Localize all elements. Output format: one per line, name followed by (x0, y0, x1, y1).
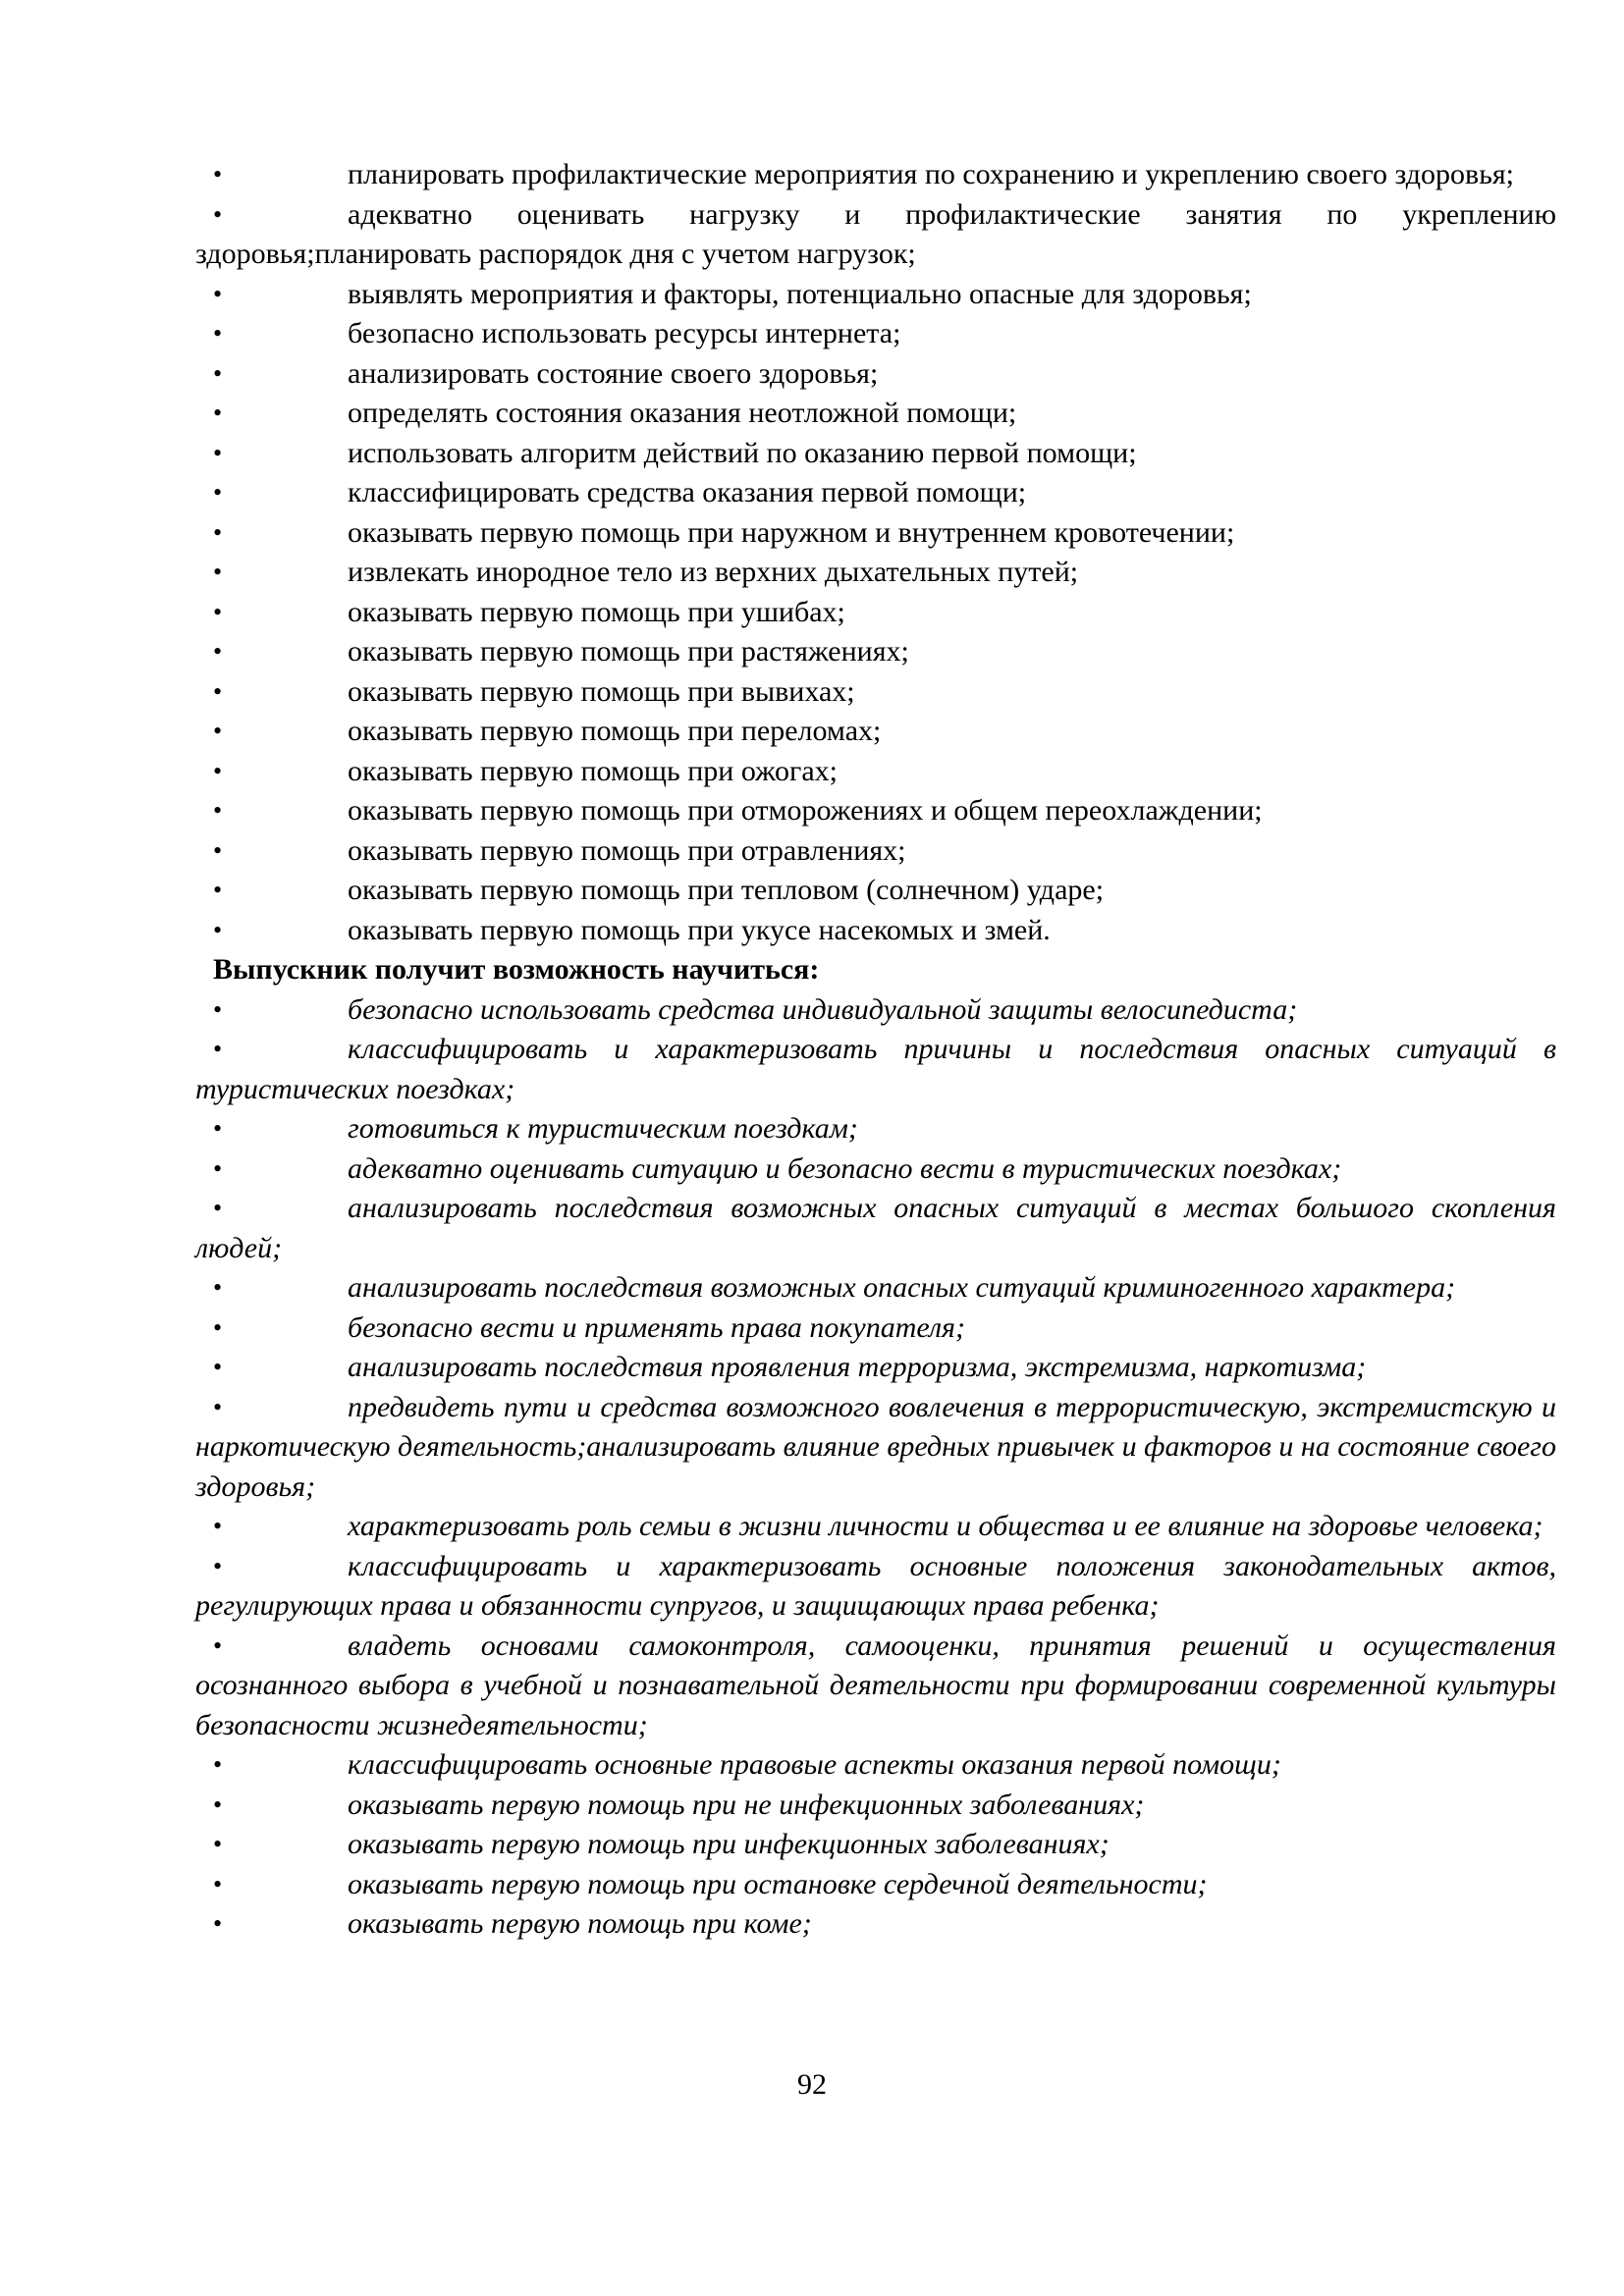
list-item-text: адекватно оценивать нагрузку и профилактические занятия по укреплению здоровья;планировать распорядок дня с учетом нагрузок; (195, 197, 1556, 270)
bullet-icon: • (213, 358, 223, 388)
list-item-text: владеть основами самоконтроля, самооценки, принятия решений и осуществления осознанного выбора в учебной и познавательной деятельности при формировании современной культуры безопасности жизнедеятельности; (195, 1629, 1556, 1741)
list-item (195, 553, 1556, 593)
bullet-icon: • (213, 637, 223, 666)
list-item (195, 1348, 1556, 1388)
list-item (195, 752, 1556, 792)
list-item (195, 871, 1556, 911)
basic-skills-list (195, 155, 1556, 950)
list-item-text: оказывать первую помощь при ушибах; (348, 595, 845, 628)
bullet-icon: • (213, 1830, 223, 1858)
list-item (195, 1904, 1556, 1945)
section-heading: Выпускник получит возможность научиться: (213, 953, 820, 986)
list-item-text: классифицировать и характеризовать основные положения законодательных актов, регулирующих права и обязанности супругов, и защищающих права ребенка; (195, 1549, 1556, 1622)
list-item-text: анализировать последствия возможных опасных ситуаций в местах большого скопления людей; (195, 1192, 1556, 1264)
list-item (195, 434, 1556, 474)
bullet-icon: • (213, 438, 223, 467)
list-item-text: оказывать первую помощь при инфекционных заболеваниях; (348, 1828, 1110, 1860)
list-item (195, 1388, 1556, 1508)
list-item-text: использовать алгоритм действий по оказанию первой помощи; (348, 436, 1137, 469)
list-item-text: оказывать первую помощь при укусе насекомых и змей. (348, 913, 1051, 946)
bullet-icon: • (213, 279, 223, 308)
list-item-text: предвидеть пути и средства возможного вовлечения в террористическую, экстремистскую и наркотическую деятельность;анализировать влияние вредных привычек и факторов и на состояние своего здоровья; (195, 1390, 1556, 1503)
list-item-text: анализировать последствия возможных опасных ситуаций криминогенного характера; (348, 1271, 1456, 1304)
list-item (195, 1308, 1556, 1349)
bullet-icon: • (213, 399, 223, 427)
bullet-icon: • (213, 1551, 223, 1580)
list-item-text: оказывать первую помощь при тепловом (солнечном) ударе; (348, 874, 1105, 906)
list-item-text: оказывать первую помощь при отморожениях и общем переохлаждении; (348, 794, 1263, 827)
list-item-text: оказывать первую помощь при отравлениях; (348, 833, 906, 867)
list-item-text: анализировать состояние своего здоровья; (348, 356, 879, 390)
list-item (195, 1109, 1556, 1149)
bullet-icon: • (213, 876, 223, 904)
list-item (195, 195, 1556, 275)
bullet-icon: • (213, 1512, 223, 1540)
bullet-icon: • (213, 1312, 223, 1342)
list-item-text: оказывать первую помощь при не инфекционных заболеваниях; (348, 1788, 1145, 1821)
list-item-text: адекватно оценивать ситуацию и безопасно вести в туристических поездках; (348, 1151, 1342, 1185)
list-item-text: оказывать первую помощь при вывихах; (348, 674, 855, 708)
bullet-icon: • (213, 796, 223, 825)
list-item (195, 831, 1556, 872)
list-item (195, 473, 1556, 513)
list-item-text: выявлять мероприятия и факторы, потенциально опасные для здоровья; (348, 277, 1252, 310)
list-item (195, 1627, 1556, 1746)
list-item-text: безопасно использовать средства индивидуальной защиты велосипедиста; (348, 992, 1298, 1026)
extended-skills-list (195, 990, 1556, 1945)
list-item (195, 1825, 1556, 1865)
bullet-icon: • (213, 756, 223, 785)
list-item (195, 1030, 1556, 1109)
list-item-text: оказывать первую помощь при растяжениях; (348, 635, 909, 667)
bullet-icon: • (213, 478, 223, 507)
bullet-icon: • (213, 1273, 223, 1302)
list-item (195, 791, 1556, 831)
list-item-text: готовиться к туристическим поездкам; (348, 1112, 858, 1145)
bullet-icon: • (213, 1153, 223, 1183)
list-item-text: характеризовать роль семьи в жизни личности и общества и ее влияние на здоровье человека; (348, 1510, 1543, 1542)
list-item (195, 275, 1556, 315)
bullet-icon: • (213, 1909, 223, 1938)
list-item (195, 911, 1556, 951)
bullet-icon: • (213, 1392, 223, 1421)
list-item-text: извлекать инородное тело из верхних дыхательных путей; (348, 556, 1079, 588)
list-item-text: анализировать последствия проявления терроризма, экстремизма, наркотизма; (348, 1351, 1367, 1383)
list-item (195, 632, 1556, 672)
list-item (195, 1865, 1556, 1905)
bullet-icon: • (213, 160, 223, 188)
list-item (195, 354, 1556, 395)
bullet-icon: • (213, 717, 223, 745)
bullet-icon: • (213, 558, 223, 586)
page-number: 92 (797, 2068, 827, 2101)
list-item-text: безопасно вести и применять права покупателя; (348, 1310, 965, 1344)
bullet-icon: • (213, 1035, 223, 1063)
bullet-icon: • (213, 597, 223, 626)
bullet-icon: • (213, 915, 223, 944)
bullet-icon: • (213, 1630, 223, 1660)
list-item (195, 672, 1556, 713)
bullet-icon: • (213, 319, 223, 347)
list-item (195, 394, 1556, 434)
bullet-icon: • (213, 517, 223, 547)
list-item (195, 593, 1556, 633)
bullet-icon: • (213, 1194, 223, 1222)
bullet-icon: • (213, 1789, 223, 1819)
list-item-text: оказывать первую помощь при остановке сердечной деятельности; (348, 1867, 1208, 1900)
list-item (195, 513, 1556, 554)
list-item (195, 712, 1556, 752)
bullet-icon: • (213, 1114, 223, 1143)
bullet-icon: • (213, 994, 223, 1024)
list-item (195, 1189, 1556, 1268)
list-item-text: классифицировать средства оказания первой помощи; (348, 476, 1027, 508)
list-item-text: планировать профилактические мероприятия по сохранению и укреплению своего здоровья; (348, 158, 1515, 190)
list-item (195, 990, 1556, 1031)
list-item-text: определять состояния оказания неотложной помощи; (348, 397, 1017, 429)
list-item-text: оказывать первую помощь при ожогах; (348, 754, 839, 787)
list-item-text: классифицировать и характеризовать причины и последствия опасных ситуаций в туристических поездках; (195, 1033, 1556, 1105)
list-item-text: безопасно использовать ресурсы интернета; (348, 317, 901, 349)
list-item (195, 1268, 1556, 1308)
list-item (195, 1786, 1556, 1826)
list-item (195, 1149, 1556, 1190)
bullet-icon: • (213, 1353, 223, 1381)
list-item (195, 1507, 1556, 1547)
list-item-text: оказывать первую помощь при наружном и внутреннем кровотечении; (348, 515, 1235, 549)
bullet-icon: • (213, 676, 223, 706)
list-item-text: оказывать первую помощь при коме; (348, 1907, 812, 1940)
list-item (195, 155, 1556, 195)
document-body (195, 155, 1556, 1945)
bullet-icon: • (213, 835, 223, 865)
list-item (195, 1745, 1556, 1786)
list-item-text: оказывать первую помощь при переломах; (348, 715, 882, 747)
list-item (195, 314, 1556, 354)
list-item-text: классифицировать основные правовые аспекты оказания первой помощи; (348, 1748, 1281, 1781)
bullet-icon: • (213, 1869, 223, 1898)
bullet-icon: • (213, 1750, 223, 1779)
bullet-icon: • (213, 199, 223, 229)
list-item (195, 1547, 1556, 1627)
